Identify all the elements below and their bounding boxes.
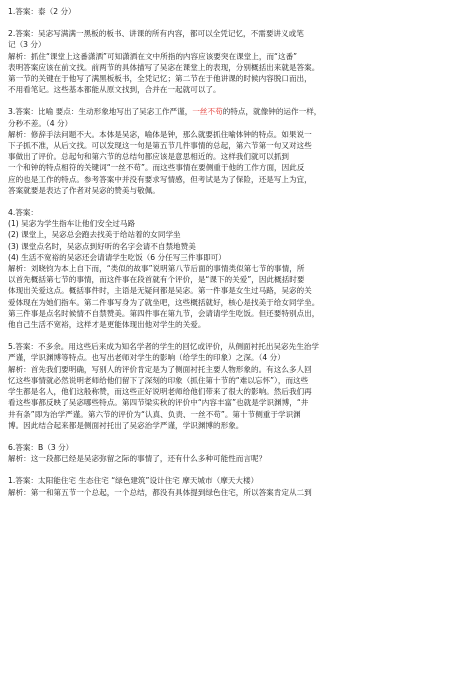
answer-1-line-0: 1.答案：泰（2 分） xyxy=(8,7,76,16)
answer-2-line-0: 2.答案：吴宓写满满一黑板的板书、讲课的所有内容，都可以全凭记忆，不需要讲义或笔 xyxy=(8,29,304,39)
answer-3-red-highlight: 一丝不苟 xyxy=(192,107,223,117)
answer-4-list-item-1: (1) 吴宓为学生指车让他们安全过马路 xyxy=(8,219,136,229)
answer-5-line-1: 严谨，学识渊博等特点。也写出老师对学生的影响（给学生的印象）之深。（4 分） xyxy=(8,353,285,363)
answer-5-line-6: 井有条”即为治学严谨。第六节的评价为“认真、负责、一丝不苟”。第十节侧重于学识渊 xyxy=(8,409,301,419)
answer-2-block xyxy=(8,28,457,95)
answer-2-line-3: 表明答案应该在前文找。前两节的具体描写了吴宓在课堂上的表现，分别概括出来就是答案。 xyxy=(8,62,320,72)
answer-4-line-10: 他自己生活不宽裕，这样才是更能体现出他对学生的关爱。 xyxy=(8,320,206,330)
answer-4-line-8: 爱体现在为她们指车。第二件事写身为了就坐吧，这些概括就好，核心是找美于给女同学坐。 xyxy=(8,297,320,307)
answer-5-line-7: 博。因此结合起来都是侧面衬托出了吴宓治学严谨，学识渊博的形象。 xyxy=(8,420,244,430)
answer-3-line-1: 解析：修辞手法问题不大。本体是吴宓，喻体是钟，那么就要抓住喻体钟的特点。如果说一 xyxy=(8,129,312,139)
answer-3-line-0: 分秒不差。（4 分） xyxy=(8,118,73,128)
answer-5-line-0: 5.答案：不多余。用这些后来成为知名学者的学生的回忆或评价，从侧面衬托出吴宓先生治学 xyxy=(8,342,319,352)
answer-4-list-item-2: (2) 课堂上，吴宓总会跑去找美于给站着的女同学坐 xyxy=(8,230,181,240)
answer-4-line-5: 解析：刘晓钧为本上自下而，“类似的故事”说明第八节后面的事情类似第七节的事情，所 xyxy=(8,264,305,274)
answer-2-line-1: 记（3 分） xyxy=(8,40,46,50)
answer-4-list-item-4: (4) 生活不宽裕的吴宓还会请请学生吃饭（6 分任写三件事即可） xyxy=(8,252,226,262)
answer-6-line-1: 解析：这一段都已经是吴宓弥留之际的事情了，还有什么多种可能性而言呢？ xyxy=(8,454,267,464)
answer-4-line-6: 以首先概括第七节的事情，而这件事在段首就有个评价，是“课下的关爱”，因此概括时要 xyxy=(8,275,305,285)
answer-5-line-5: 看这些事都反映了吴宓哪些特点。第四节梁实秋的评价中“内容丰富”也就是学识渊博，“井 xyxy=(8,398,309,408)
answer-3-line-first xyxy=(8,106,457,117)
answer-3-line-4: 一个和钟的特点相符的关键词“一丝不苟”。而这些事情在要侧重于他的工作方面，因此反 xyxy=(8,163,305,173)
answer-3-line-2: 下子抓不准，从后文找。可以发现这一句是第五节几件事情的总起，第六节第一句又对这些 xyxy=(8,141,312,151)
answer-4-line-7: 体现出关爱这点。概括事件时，主语是无疑问都是吴宓。第一件事是女生过马路，吴宓的关 xyxy=(8,286,312,296)
answer-5-block xyxy=(8,341,457,431)
answer-next-1-line-1: 解析：第一和第五节一个总起，一个总结，都没有具体提到绿色住宅，所以答案肯定从二到 xyxy=(8,487,312,497)
answer-2-line-4: 第一节的关键在于他写了满黑板板书，全凭记忆；第二节在于他讲课的时候内容脱口而出， xyxy=(8,74,312,84)
answer-2-line-2: 解析：抓住“课堂上这番潇洒”可知潇洒在文中所指的内容应该要突在课堂上，而“这番” xyxy=(8,51,298,61)
answer-next-1-block xyxy=(8,475,457,497)
answer-6-block xyxy=(8,442,457,464)
answer-3-line-5: 应的也是工作的特点。参考答案中并没有要求写情感，但考试是为了保险，还是写上为宜， xyxy=(8,174,312,184)
answer-6-line-0: 6.答案：B（3 分） xyxy=(8,442,74,452)
answer-next-1-line-0: 1.答案：太阳能住宅 生态住宅 “绿色建筑”设计住宅 摩天城市（摩天大楼） xyxy=(8,476,259,486)
answer-4-line-0: 4.答案： xyxy=(8,208,39,218)
answer-3-pre: 3.答案：比喻 要点：生动形象地写出了吴宓工作严谨， xyxy=(8,107,193,117)
answer-4-list-item-3: (3) 课堂点名时，吴宓点到好听的名字会请不自禁地赞美 xyxy=(8,241,196,251)
answer-4-line-9: 第三件事是点名时候情不自禁赞美。第四件事在第九节，会请请学生吃饭。但还要特别点出， xyxy=(8,308,320,318)
answer-5-line-4: 学生都是名人，他们这般称赞，而这些正好说明老师给他们带来了很大的影响。然后我们再 xyxy=(8,387,312,397)
answer-3-post: 的特点，就像钟的运作一样， xyxy=(222,107,322,117)
answer-5-line-2: 解析：首先我们要明确，写别人的评价肯定是为了侧面衬托主要人物形象的。有这么多人回 xyxy=(8,364,312,374)
answer-4-block xyxy=(8,207,457,330)
answer-3-line-6: 答案就要是表达了作者对吴宓的赞美与敬佩。 xyxy=(8,185,160,195)
answer-3-line-3: 事做出了评价。总起句和第六节的总结句都应该是意思相近的。这样我们就可以抓到 xyxy=(8,152,289,162)
answer-5-line-3: 忆这些事情就必然说明老师给他们留下了深刻的印象（抓住第十节的“难以忘怀”），而这些 xyxy=(8,375,309,385)
answer-3-block xyxy=(8,106,457,196)
answer-2-line-5: 不用看笔记。这些基本都能从原文找到，合并在一起就可以了。 xyxy=(8,85,221,95)
